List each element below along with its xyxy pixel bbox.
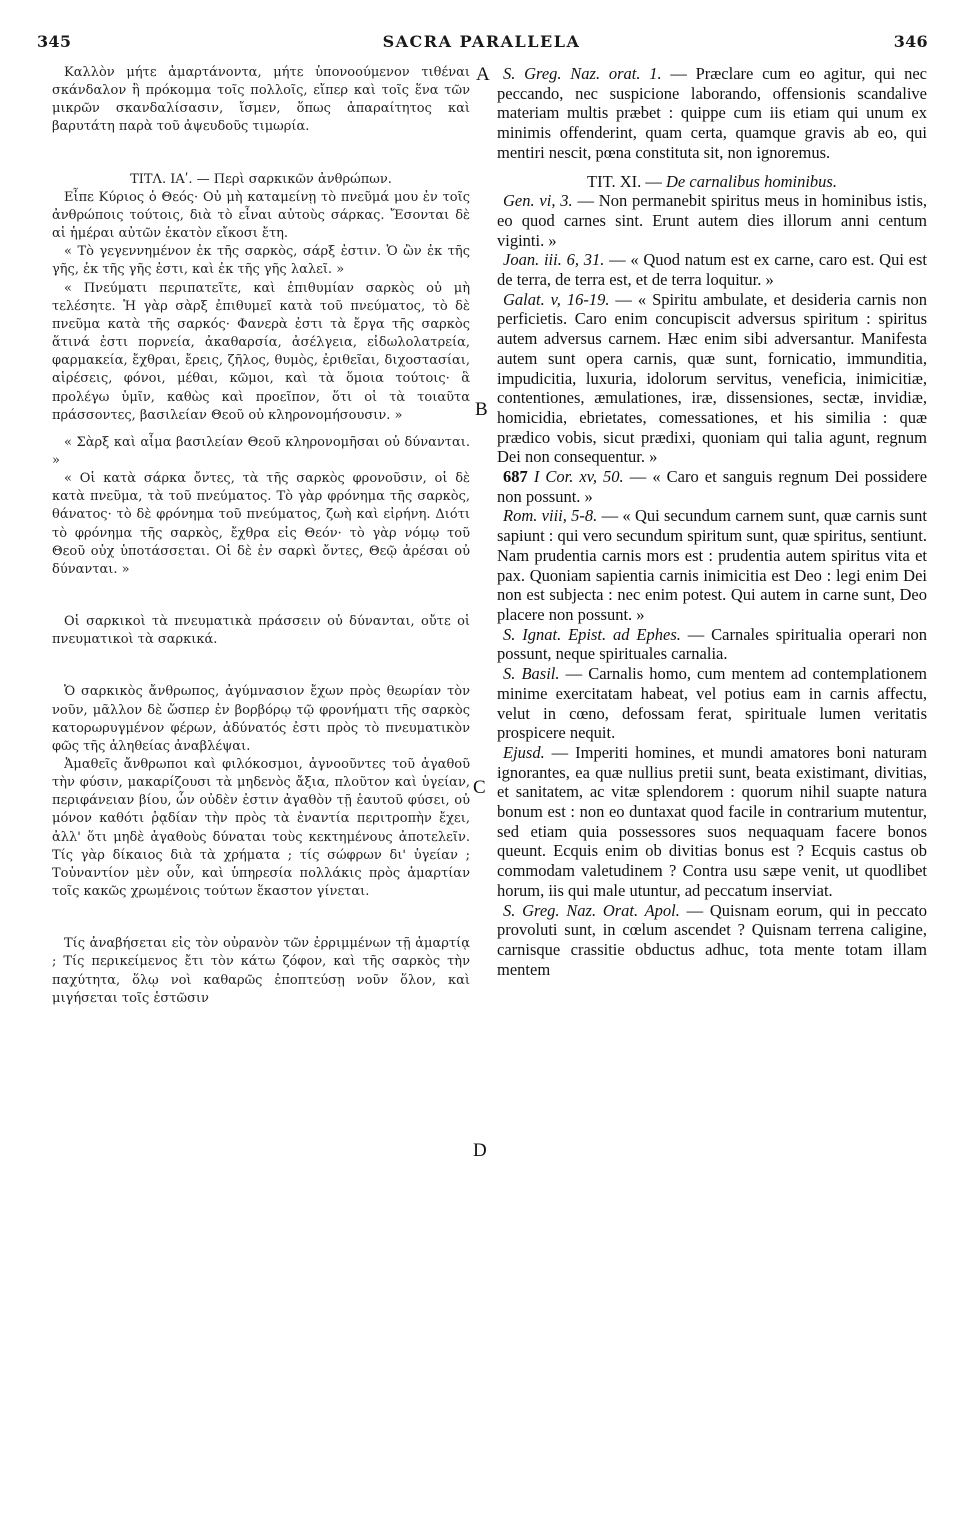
citation-reference: Rom. viii, 5-8.	[503, 506, 598, 526]
heading-title: De carnalibus hominibus.	[666, 171, 837, 191]
latin-entry	[497, 64, 927, 163]
citation-reference: S. Basil.	[503, 664, 560, 684]
citation-text: — Non permanebit spiritus meus in hominibus istis, eo quod carnes sint. Erunt autem dies illorum anni centum viginti. »	[497, 191, 927, 250]
citation-text: — « Spiritu ambulate, et desideria carnis non perficietis. Caro enim concupiscit adversus spiritum : spiritus autem adversus carnem. Hæc enim sibi adversantur. Manifesta autem sunt opera carnis, quæ sunt, fornicatio, immunditia, impudicitia, luxuria, idolorum servitus, veneficia, inimicitiæ, contentiones, æmulationes, iræ, dissensiones, sectæ, invidiæ, homicidia, ebrietates, comessationes, et his similia : quæ prædico vobis, sicut prædixi, quoniam qui talia agunt, regnum Dei non consequentur. »	[497, 289, 927, 467]
latin-section-heading	[497, 172, 927, 192]
latin-entry	[497, 664, 927, 743]
margin-letter-d: D	[473, 1140, 487, 1161]
citation-reference: S. Greg. Naz. orat. 1.	[503, 64, 662, 83]
citation-reference: S. Greg. Naz. Orat. Apol.	[503, 900, 680, 920]
greek-paragraph: « Πνεύματι περιπατεῖτε, καὶ ἐπιθυμίαν σαρκὸς οὐ μὴ τελέσητε. Ἡ γὰρ σὰρξ ἐπιθυμεῖ κατὰ τοῦ πνεύματος, τὸ δὲ πνεῦμα κατὰ τῆς σαρκός· Φανερὰ ἐστι τὰ ἔργα τῆς σαρκὸς ἅτινά ἐστι πορνεία, ἀκαθαρσία, ἀσέλγεια, εἰδωλολατρεία, φαρμακεία, ἔχθραι, ἔρεις, ζῆλος, θυμὸς, ἐριθεῖαι, διχοστασίαι, αἱρέσεις, φόνοι, μέθαι, κῶμοι, καὶ τὰ ὅμοια τούτοις· ἃ προλέγω ὑμῖν, καθὼς καὶ προεῖπον, ὅτι οἱ τὰ τοιαῦτα πράσσοντες, βασιλείαν Θεοῦ οὐ κληρονομήσουσιν. »	[52, 280, 470, 423]
latin-column	[497, 64, 927, 1484]
latin-entry	[497, 250, 927, 289]
citation-text: — « Qui secundum carnem sunt, quæ carnis sunt sapiunt : qui vero secundum spiritum sunt, quæ spiritus, sentiunt. Nam prudentia carnis mors est : prudentia autem spiritus vita et pax. Quoniam sapientia carnis inimicitia est Deo : legi enim Dei non est subjecta : nec enim potest. Qui autem in carne sunt, Deo placere non possunt. »	[497, 506, 927, 624]
column-number: 687	[503, 467, 528, 487]
greek-paragraph: Ἀμαθεῖς ἄνθρωποι καὶ φιλόκοσμοι, ἀγνοοῦντες τοῦ ἀγαθοῦ τὴν φύσιν, μακαρίζουσι τὰ μηδενὸς ἄξια, πλοῦτον καὶ ὑγείαν, περιφάνειαν βίου, ὧν οὐδὲν ἐστιν ἀγαθὸν τῇ ἑαυτοῦ φύσει, οὐ μόνον καθότι ῥᾳδίαν τὴν πρὸς τὰ ἐναντία περιτροπὴν ἔχει, ἀλλ' ὅτι μηδὲ ἀγαθοὺς δύναται τοὺς κεκτημένους ἀποτελεῖν. Τίς γὰρ δίκαιος διὰ τὰ χρήματα ; τίς σώφρων δι' ὑγείαν ; Τοὐναντίον μὲν οὖν, καὶ ὑπηρεσία πολλάκις πρὸς ἁμαρτίαν τοῖς κακῶς χρωμένοις τούτων ἕκαστον γίνεται.	[52, 757, 470, 900]
citation-text: — « Quod natum est ex carne, caro est. Qui est de terra, de terra est, et de terra loquitur. »	[497, 250, 927, 290]
margin-letter-b: B	[475, 399, 488, 420]
page-number-right: 346	[893, 32, 928, 51]
citation-reference: Gen. vi, 3.	[503, 191, 573, 211]
greek-paragraph: « Οἱ κατὰ σάρκα ὄντες, τὰ τῆς σαρκὸς φρονοῦσιν, οἱ δὲ κατὰ πνεῦμα, τὰ τοῦ πνεύματος. Τὸ γὰρ φρόνημα τῆς σαρκὸς, θάνατος· τὸ δὲ φρόνημα τοῦ πνεύματος, ζωὴ καὶ εἰρήνη. Διότι τὸ φρόνημα τῆς σαρκὸς, ἔχθρα εἰς Θεόν· τὸ γὰρ νόμῳ τοῦ Θεοῦ οὐχ ὑποτάσσεται. Οἱ δὲ ἐν σαρκὶ ὄντες, Θεῷ ἀρέσαι οὐ δύνανται. »	[52, 471, 470, 577]
latin-entry	[497, 290, 927, 467]
citation-text: — Imperiti homines, et mundi amatores boni naturam ignorantes, ea quæ nullius pretii sunt, beata existimant, divitias, et sanitatem, ac vitæ splendorem : quorum nihil suapte natura bonum est : non eo duntaxat quod facile in contrarium mutentur, sed etiam quia possessores suos nequaquam facere bonos queunt. Ecquis enim ob divitias bonus est ? Ecquis castus ob commodam valetudinem ? Contra usu sæpe venit, ut quodlibet horum, iis qui male utuntur, ad peccatum inserviat.	[497, 742, 927, 900]
greek-section-heading: ΤΙΤΛ. ΙΑʹ. — Περὶ σαρκικῶν ἀνθρώπων.	[130, 171, 392, 187]
greek-paragraph: Ὁ σαρκικὸς ἄνθρωπος, ἀγύμνασιον ἔχων πρὸς θεωρίαν τὸν νοῦν, μᾶλλον δὲ ὥσπερ ἐν βορβόρῳ τῷ φρονήματι τῆς σαρκὸς κατορωρυγμένον φέρων, ἀδύνατός ἐστι πρὸς τὸ πνευματικὸν φῶς τῆς ἀληθείας ἀναβλέψαι.	[52, 684, 470, 754]
greek-paragraph: Οἱ σαρκικοὶ τὰ πνευματικὰ πράσσειν οὐ δύνανται, οὔτε οἱ πνευματικοὶ τὰ σαρκικά.	[52, 614, 470, 648]
latin-entry	[497, 191, 927, 250]
latin-entry	[497, 467, 927, 506]
page-header	[0, 32, 963, 56]
greek-paragraph: « Σὰρξ καὶ αἷμα βασιλείαν Θεοῦ κληρονομῆσαι οὐ δύνανται. »	[52, 434, 470, 468]
citation-reference: Ejusd.	[503, 742, 545, 762]
latin-entry	[497, 901, 927, 980]
margin-letter-c: C	[473, 777, 486, 798]
greek-paragraph: « Τὸ γεγεννημένον ἐκ τῆς σαρκὸς, σάρξ ἐστιν. Ὁ ὢν ἐκ τῆς γῆς, ἐκ τῆς γῆς ἐστι, καὶ ἐκ τῆς γῆς λαλεῖ. »	[52, 244, 470, 278]
citation-text: — Quisnam eorum, qui in peccato provoluti sunt, in cœlum ascendet ? Quisnam terrena caligine, carnisque crassitie obductus adhuc, tota mente totam illam mentem	[497, 900, 927, 979]
citation-text: — Carnalis homo, cum mentem ad contemplationem minime exercitatam habeat, vel potius eam in carnis affectu, velut in cœno, defossam ferat, spirituale lumen veritatis prospicere nequit.	[497, 664, 927, 743]
greek-paragraph: Τίς ἀναβήσεται εἰς τὸν οὐρανὸν τῶν ἐρριμμένων τῇ ἁμαρτίᾳ ; Τίς περικείμενος ἔτι τὸν κάτω ζόφον, καὶ τῆς σαρκὸς τὴν παχύτητα, ὅλῳ νοὶ καθαρῶς ἐποπτεύσῃ νοῦν ὅλον, καὶ μιγήσεται τοῖς ἑστῶσιν	[52, 936, 470, 1006]
heading-prefix: TIT. XI. —	[587, 171, 666, 191]
page-number-left: 345	[37, 32, 72, 51]
citation-text: — Præclare cum eo agitur, qui nec peccando, nec suspicione laborando, offensionis scandalive materiam multis præbet : quippe cum iis etiam qui unum ex minimis offenderint, quam certa, quamque gravis ab eo, qui mentiri nescit, pœna constituta sit, non ignoremus.	[497, 64, 927, 162]
greek-column	[52, 64, 470, 1474]
citation-reference: S. Ignat. Epist. ad Ephes.	[503, 624, 681, 644]
citation-reference: I Cor. xv, 50.	[533, 467, 624, 487]
latin-entry	[497, 743, 927, 901]
latin-entry	[497, 625, 927, 664]
greek-paragraph: Καλλὸν μήτε ἁμαρτάνοντα, μήτε ὑπονοούμενον τιθέναι σκάνδαλον ἢ πρόκομμα τοῖς πολλοῖς, εἴπερ καὶ τοῖς ἕνα τῶν μικρῶν σκανδαλίσασιν, ἴσμεν, ὅπως ἀπαραίτητος καὶ βαρυτάτη παρὰ τοῦ ἀψευδοῦς τιμωρία.	[52, 65, 470, 135]
margin-letter-a: A	[476, 64, 490, 85]
citation-text: — « Caro et sanguis regnum Dei possidere non possunt. »	[497, 467, 927, 506]
greek-paragraph: Εἶπε Κύριος ὁ Θεός· Οὐ μὴ καταμείνῃ τὸ πνεῦμά μου ἐν τοῖς ἀνθρώποις τούτοις, διὰ τὸ εἶναι αὐτοὺς σάρκας. Ἔσονται δὲ αἱ ἡμέραι αὐτῶν ἑκατὸν εἴκοσι ἔτη.	[52, 189, 470, 242]
latin-entry	[497, 506, 927, 624]
citation-text: — Carnales spiritualia operari non possunt, neque spirituales carnalia.	[497, 624, 927, 664]
citation-reference: Joan. iii. 6, 31.	[503, 250, 605, 270]
citation-reference: Galat. v, 16-19.	[503, 289, 610, 309]
running-title: SACRA PARALLELA	[382, 32, 581, 51]
